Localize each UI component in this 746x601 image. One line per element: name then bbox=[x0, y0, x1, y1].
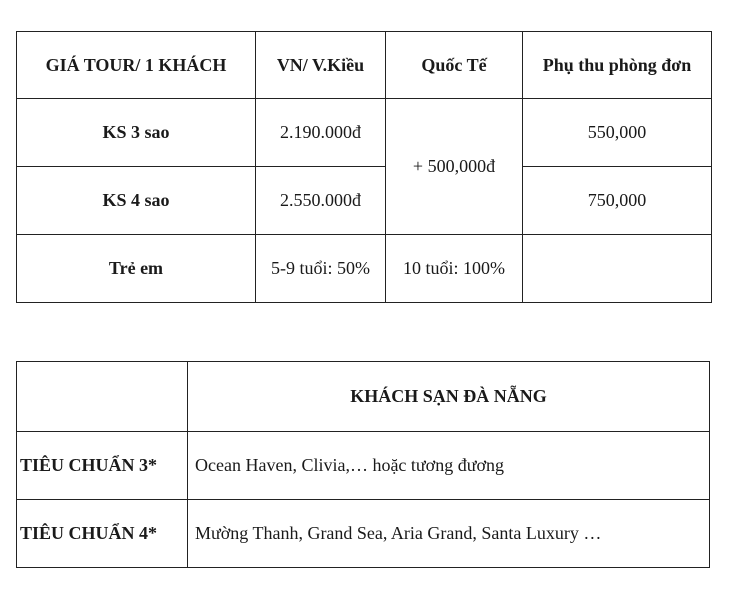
hotel-table-header-row bbox=[17, 362, 710, 432]
single-surcharge-4-star: 750,000 bbox=[523, 167, 712, 235]
children-vn-rate: 5-9 tuổi: 50% bbox=[256, 235, 386, 303]
header-blank-cell bbox=[17, 362, 188, 432]
vn-price-4-star: 2.550.000đ bbox=[256, 167, 386, 235]
table-row bbox=[17, 99, 712, 167]
table-row bbox=[17, 235, 712, 303]
table-row bbox=[17, 167, 712, 235]
children-international-rate: 10 tuổi: 100% bbox=[386, 235, 523, 303]
international-surcharge: + 500,000đ bbox=[386, 99, 523, 235]
price-table-header-row bbox=[17, 32, 712, 99]
header-tour-price-per-guest: GIÁ TOUR/ 1 KHÁCH bbox=[17, 32, 256, 99]
standard-3-star-hotels: Ocean Haven, Clivia,… hoặc tương đương bbox=[188, 432, 710, 500]
standard-3-star-label: TIÊU CHUẨN 3* bbox=[17, 432, 188, 500]
header-vn-overseas: VN/ V.Kiều bbox=[256, 32, 386, 99]
table-row bbox=[17, 500, 710, 568]
row-label-children: Trẻ em bbox=[17, 235, 256, 303]
row-label-3-star: KS 3 sao bbox=[17, 99, 256, 167]
children-single-surcharge bbox=[523, 235, 712, 303]
standard-4-star-hotels: Mường Thanh, Grand Sea, Aria Grand, Santa Luxury … bbox=[188, 500, 710, 568]
row-label-4-star: KS 4 sao bbox=[17, 167, 256, 235]
header-single-room-surcharge: Phụ thu phòng đơn bbox=[523, 32, 712, 99]
standard-4-star-label: TIÊU CHUẨN 4* bbox=[17, 500, 188, 568]
header-international: Quốc Tế bbox=[386, 32, 523, 99]
da-nang-hotel-table bbox=[16, 361, 710, 568]
header-da-nang-hotels: KHÁCH SẠN ĐÀ NẴNG bbox=[188, 362, 710, 432]
single-surcharge-3-star: 550,000 bbox=[523, 99, 712, 167]
tour-price-table bbox=[16, 31, 712, 303]
vn-price-3-star: 2.190.000đ bbox=[256, 99, 386, 167]
table-row bbox=[17, 432, 710, 500]
